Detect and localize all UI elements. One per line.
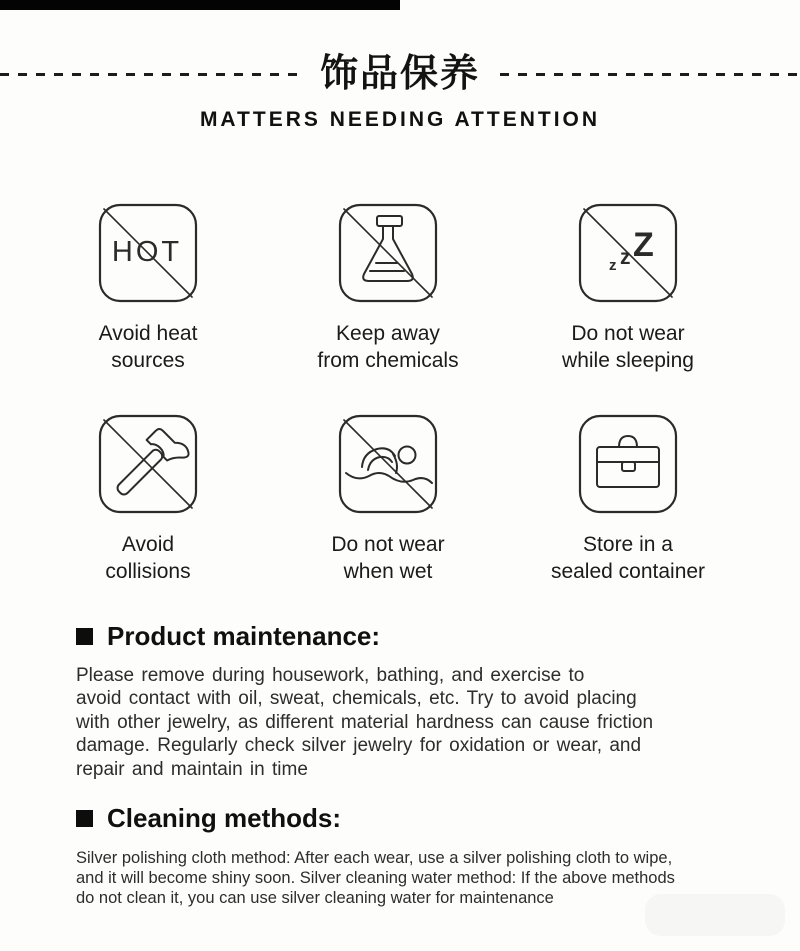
icon-label: Avoid heat sources (98, 322, 198, 372)
no-collisions-icon (98, 414, 198, 514)
care-item-avoid-collisions (28, 414, 268, 585)
icon-label: Store in a sealed container (550, 533, 706, 583)
section-product-maintenance (76, 621, 800, 781)
zzz-mid: z (620, 246, 631, 269)
section-cleaning-methods (76, 803, 800, 908)
right-dashed-divider (500, 73, 800, 76)
sealed-container-icon (578, 414, 678, 514)
care-item-no-wet (268, 414, 508, 585)
no-sleeping-icon (578, 203, 678, 303)
no-wet-swimmer-icon (338, 414, 438, 514)
top-black-bar (0, 0, 400, 10)
maintenance-paragraph: Please remove during housework, bathing, and exercise to avoid contact with oil, sweat, chemicals, etc. Try to avoid placing with other jewelry, as different material hardness can cause friction damage. Regularly check silver jewelry for oxidation or wear, and repair and maintain in time (76, 665, 654, 780)
no-chemicals-icon (338, 203, 438, 303)
icon-label: Avoid collisions (105, 533, 191, 583)
section-heading-text: Cleaning methods: (107, 803, 342, 834)
zzz-small: z (609, 257, 617, 274)
faint-watermark-blob (645, 894, 785, 936)
header (0, 0, 800, 96)
section-heading-text: Product maintenance: (107, 621, 381, 651)
icon-label: Do not wear when wet (331, 533, 445, 583)
section-heading (76, 803, 800, 833)
left-dashed-divider (0, 73, 300, 76)
care-item-sealed-container (508, 414, 748, 585)
care-item-no-sleeping (508, 203, 748, 374)
square-bullet-icon (76, 810, 93, 827)
icon-label: Keep away from chemicals (317, 322, 459, 372)
no-heat-icon (98, 203, 198, 303)
page-title: 饰品保养 (320, 53, 481, 95)
care-icon-grid (28, 203, 772, 585)
icon-label: Do not wear while sleeping (562, 322, 694, 372)
page-subtitle: MATTERS NEEDING ATTENTION (199, 108, 601, 131)
zzz-big: Z (633, 226, 654, 264)
hot-text: HOT (111, 236, 183, 268)
section-heading (76, 621, 800, 651)
care-item-no-chemicals (268, 203, 508, 374)
cleaning-paragraph: Silver polishing cloth method: After each wear, use a silver polishing cloth to wipe, and it will become shiny soon. Silver cleaning water method: If the above methods do not clean it, you can use silver cleaning water for maintenance (76, 849, 675, 908)
square-bullet-icon (76, 628, 93, 645)
care-item-avoid-heat (28, 203, 268, 374)
